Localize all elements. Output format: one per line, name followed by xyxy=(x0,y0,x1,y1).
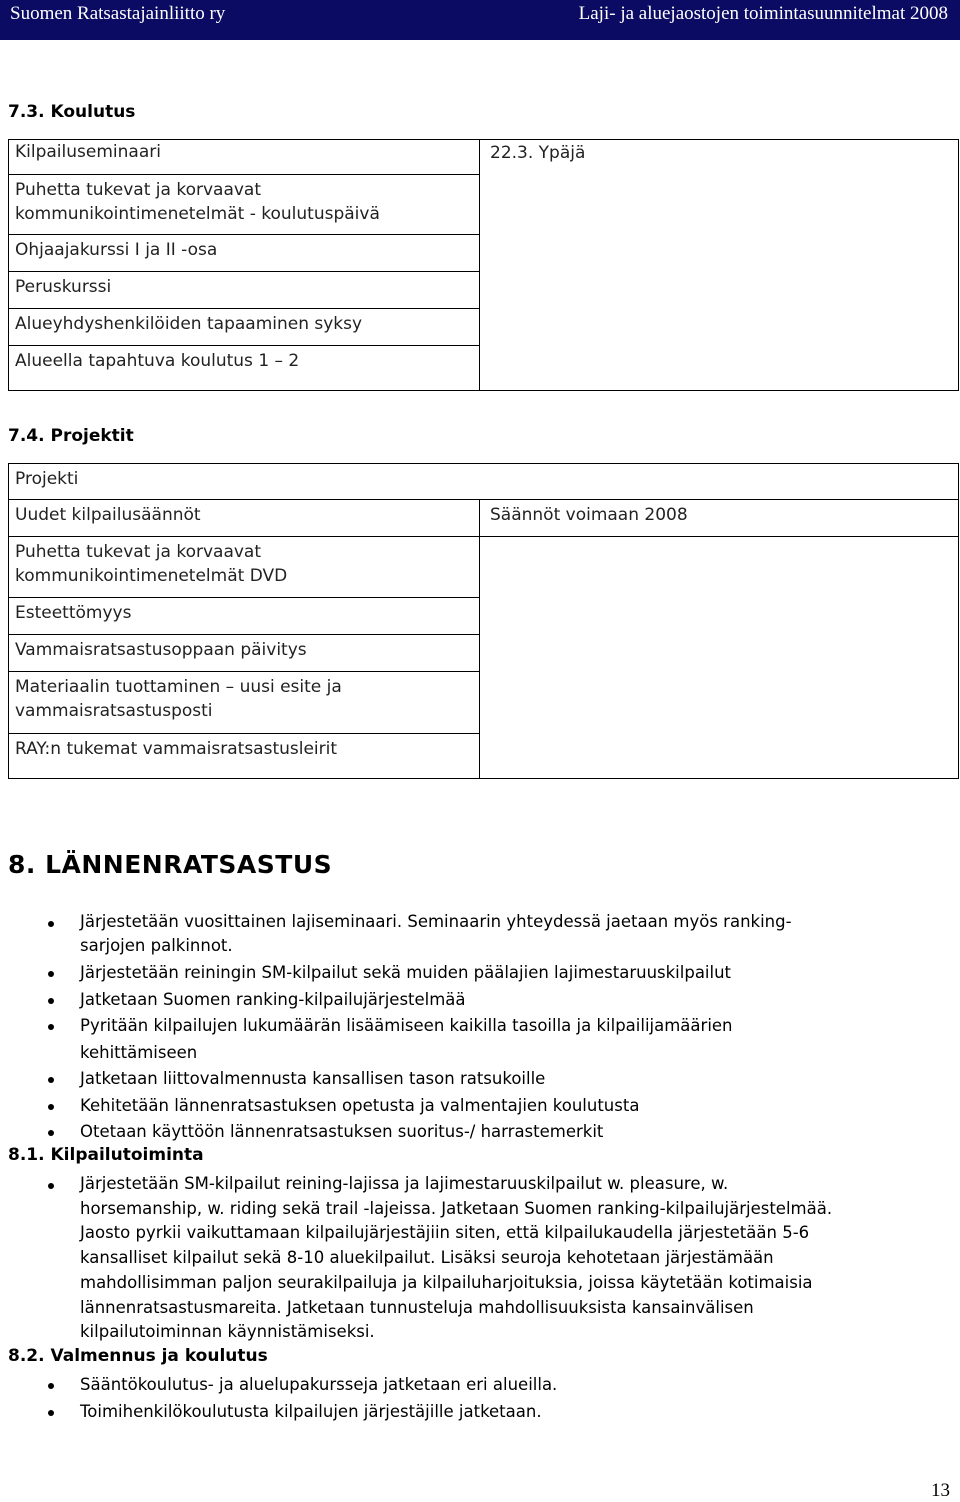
training-date: 22.3. Ypäjä xyxy=(490,143,586,163)
section-8-2-heading: 8.2. Valmennus ja koulutus xyxy=(8,1346,268,1366)
training-row xyxy=(9,175,480,235)
list-item: Järjestetään vuosittainen lajiseminaari. Seminaarin yhteydessä jaetaan myös ranking-sarjojen palkinnot. xyxy=(8,910,848,958)
project-row xyxy=(9,635,480,672)
list-item: Pyritään kilpailujen lukumäärän lisäämiseen kaikilla tasoilla ja kilpailijamäärien kehittämiseen xyxy=(8,1013,848,1066)
list-item: Järjestetään reiningin SM-kilpailut sekä muiden päälajien lajimestaruuskilpailut xyxy=(8,960,848,987)
section-8-2-list xyxy=(8,1372,848,1425)
project-name: Vammaisratsastusoppaan päivitys xyxy=(15,640,307,660)
project-note-cell xyxy=(480,500,959,537)
project-row xyxy=(9,537,480,598)
training-name: Puhetta tukevat ja korvaavat kommunikointimenetelmät - koulutuspäivä xyxy=(15,180,380,224)
project-row xyxy=(9,672,480,734)
training-name: Peruskurssi xyxy=(15,277,112,297)
list-item: Sääntökoulutus- ja aluelupakursseja jatketaan eri alueilla. xyxy=(8,1372,848,1399)
project-row xyxy=(9,500,480,537)
training-date-cell xyxy=(480,140,959,391)
training-row xyxy=(9,309,480,346)
section-8-1-heading: 8.1. Kilpailutoiminta xyxy=(8,1145,204,1165)
page-header xyxy=(0,0,960,40)
project-empty-cell xyxy=(480,537,959,779)
list-item: Jatketaan Suomen ranking-kilpailujärjestelmää xyxy=(8,987,848,1014)
section-7-4-heading: 7.4. Projektit xyxy=(8,426,134,446)
header-document-title: Laji- ja aluejaostojen toimintasuunnitelmat 2008 xyxy=(578,3,948,24)
section-7-3-heading: 7.3. Koulutus xyxy=(8,102,136,122)
training-row xyxy=(9,272,480,309)
list-item: Kehitetään lännenratsastuksen opetusta ja valmentajien koulutusta xyxy=(8,1093,848,1120)
training-name: Ohjaajakurssi I ja II -osa xyxy=(15,240,218,260)
list-item: Otetaan käyttöön lännenratsastuksen suoritus-/ harrastemerkit xyxy=(8,1119,848,1146)
section-8-1-list xyxy=(8,1172,848,1345)
header-organization: Suomen Ratsastajainliitto ry xyxy=(10,3,226,24)
projects-table xyxy=(8,463,959,779)
projects-column-header: Projekti xyxy=(15,469,79,489)
project-name: RAY:n tukemat vammaisratsastusleirit xyxy=(15,739,338,759)
projects-header-cell xyxy=(9,464,959,500)
training-table xyxy=(8,139,959,391)
project-name: Puhetta tukevat ja korvaavat kommunikointimenetelmät DVD xyxy=(15,542,288,586)
project-name: Uudet kilpailusäännöt xyxy=(15,505,201,525)
list-item: Toimihenkilökoulutusta kilpailujen järjestäjille jatketaan. xyxy=(8,1399,848,1426)
training-name: Kilpailuseminaari xyxy=(15,142,161,162)
section-8-heading: 8. LÄNNENRATSASTUS xyxy=(8,850,333,879)
project-note: Säännöt voimaan 2008 xyxy=(490,505,688,525)
training-row xyxy=(9,346,480,391)
list-item: Järjestetään SM-kilpailut reining-lajissa ja lajimestaruuskilpailut w. pleasure, w. horsemanship, w. riding sekä trail -lajeissa. Jatketaan Suomen ranking-kilpailujärjestelmää. Jaosto pyrkii vaikuttamaan kilpailujärjestäjiin siten, että kilpailukaudella järjestetään 5-6 kansalliset kilpailut sekä 8-10 aluekilpailut. Lisäksi seuroja kehotetaan järjestämään mahdollisimman paljon seurakilpailuja ja kilpailuharjoituksia, joissa käytetään kotimaisia lännenratsastusmareita. Jatketaan tunnusteluja mahdollisuuksista kansainvälisen kilpailutoiminnan käynnistämiseksi. xyxy=(8,1172,848,1345)
project-name: Esteettömyys xyxy=(15,603,132,623)
training-row xyxy=(9,140,480,175)
project-row xyxy=(9,734,480,779)
project-name: Materiaalin tuottaminen – uusi esite ja vammaisratsastusposti xyxy=(15,677,342,721)
training-name: Alueyhdyshenkilöiden tapaaminen syksy xyxy=(15,314,363,334)
training-name: Alueella tapahtuva koulutus 1 – 2 xyxy=(15,351,300,371)
page-number: 13 xyxy=(931,1480,950,1501)
section-8-list xyxy=(8,910,848,1146)
training-row xyxy=(9,235,480,272)
list-item: Jatketaan liittovalmennusta kansallisen tason ratsukoille xyxy=(8,1066,848,1093)
project-row xyxy=(9,598,480,635)
